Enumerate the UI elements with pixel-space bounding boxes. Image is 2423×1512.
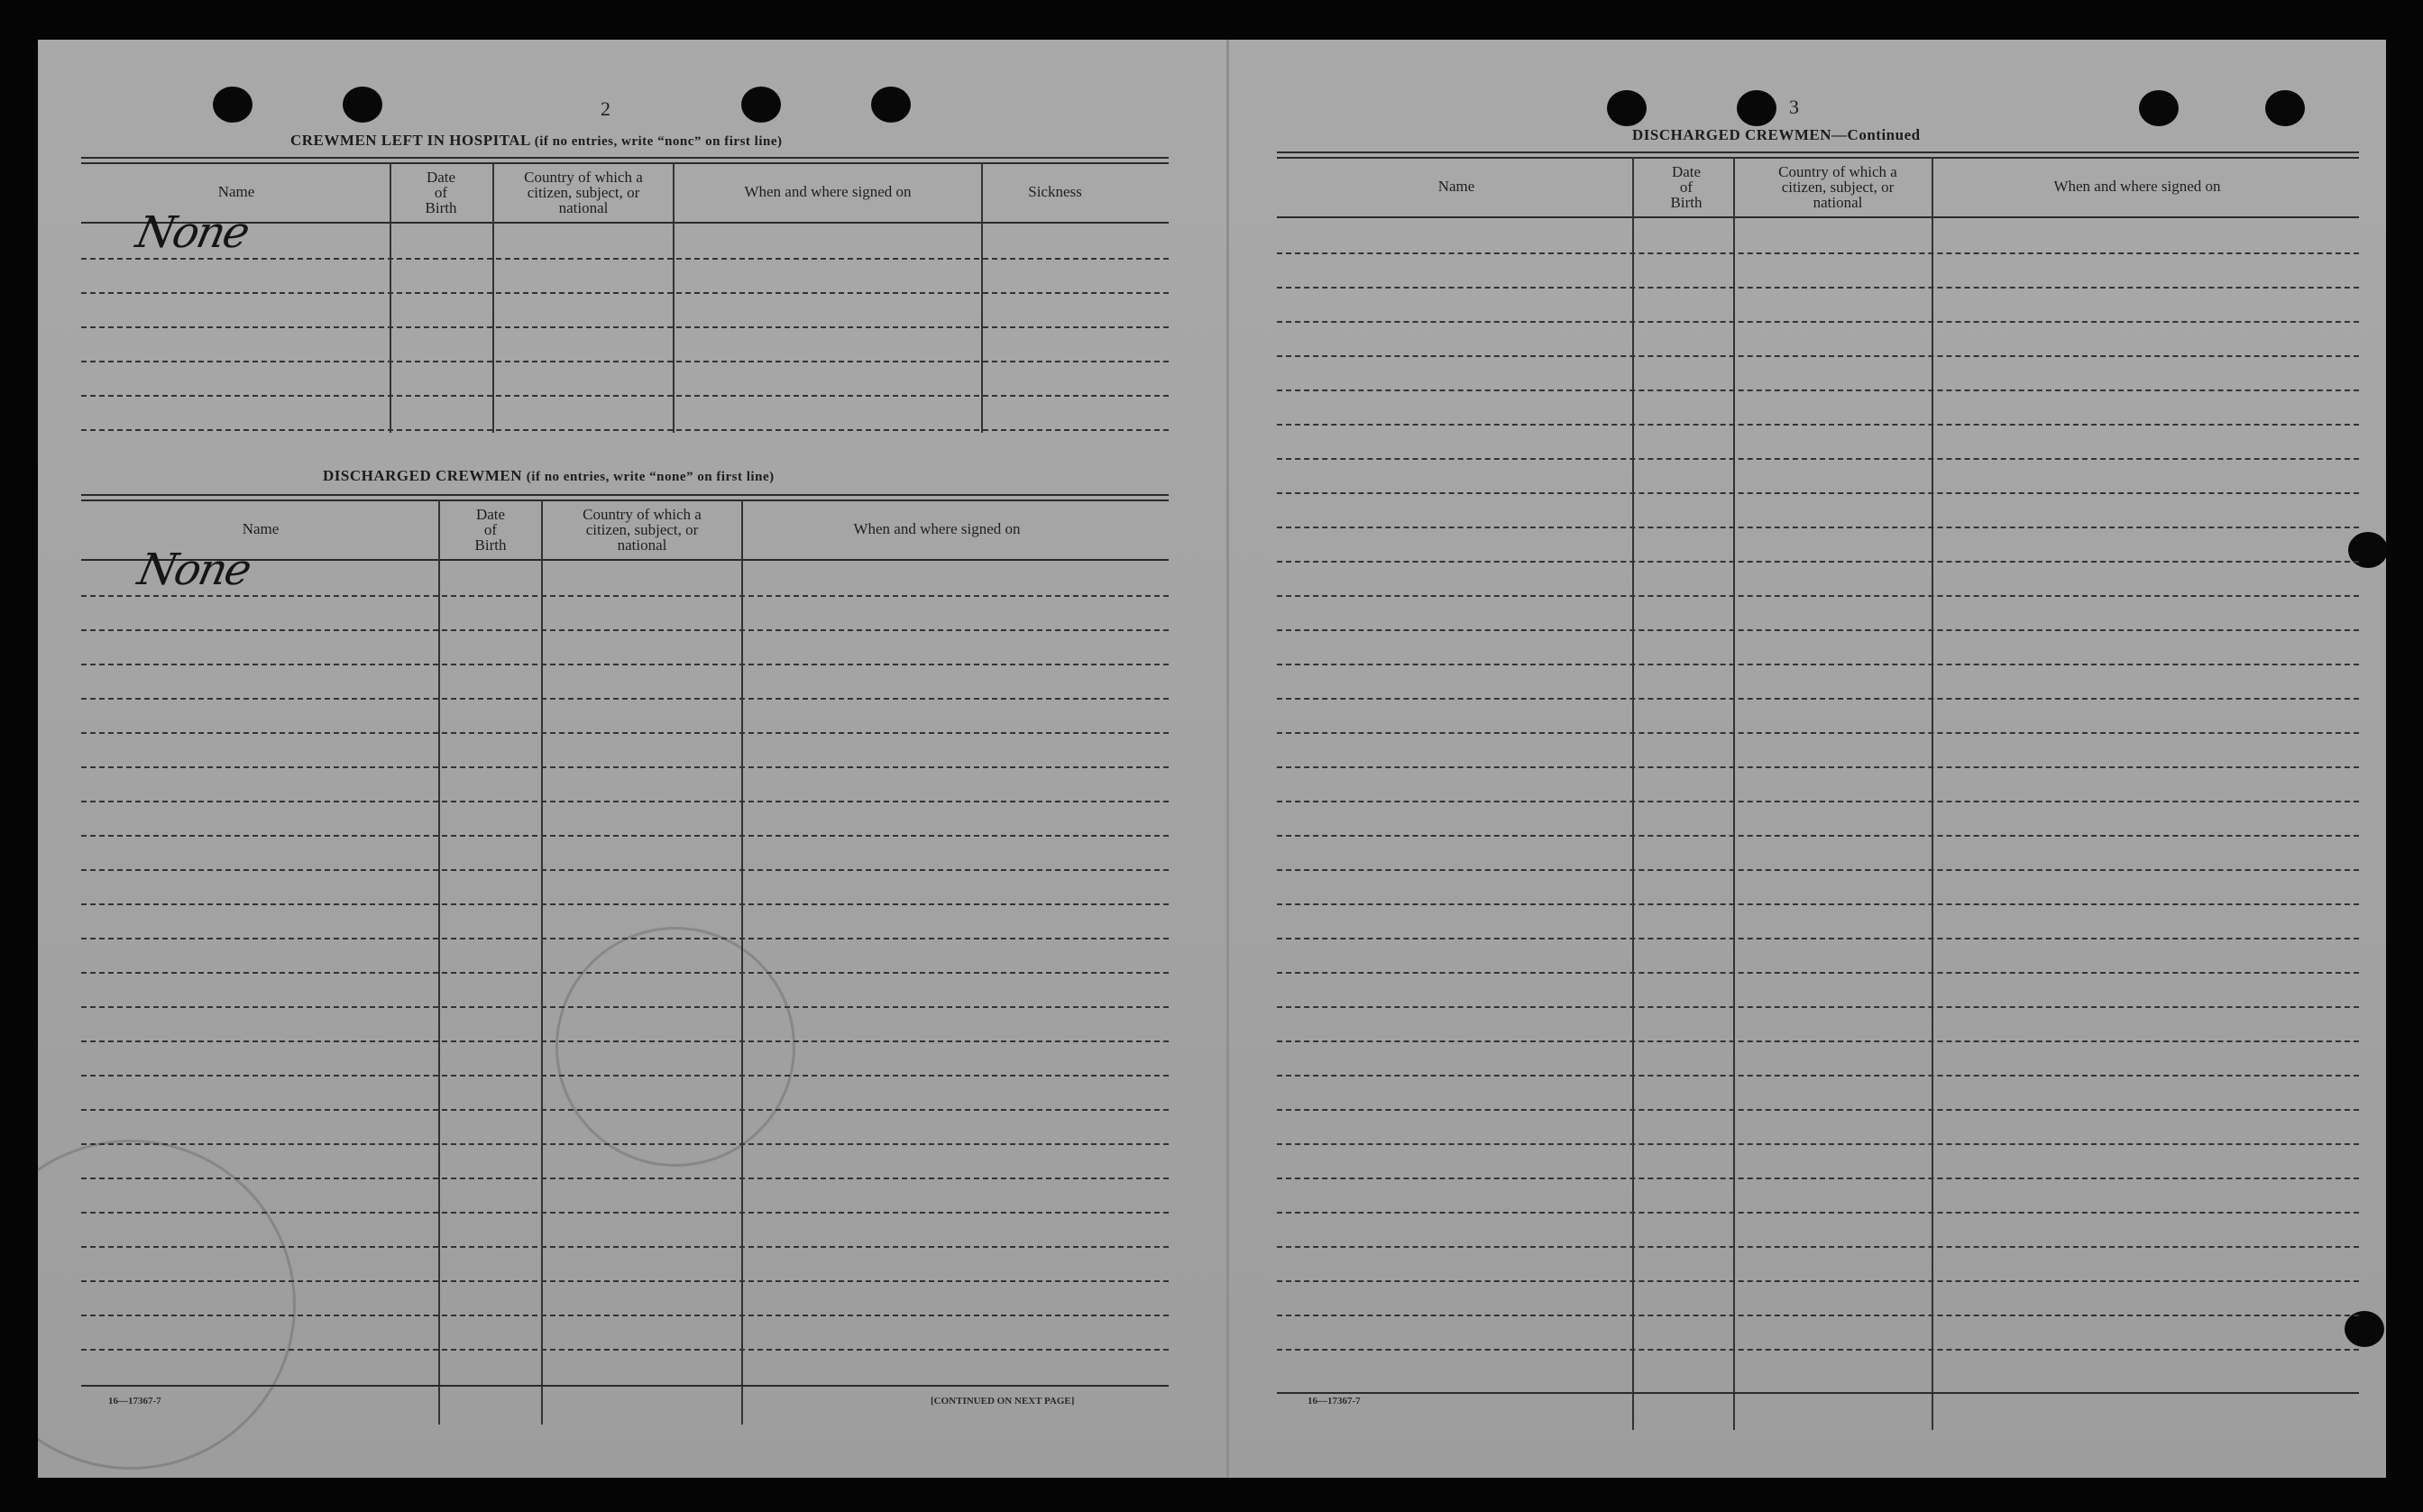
ruled-line: [81, 361, 1169, 362]
top-rule: [81, 494, 1169, 496]
header-rule: [1277, 216, 2359, 218]
ruled-line: [81, 869, 1169, 871]
ruled-line: [1277, 424, 2359, 426]
ruled-line: [81, 1109, 1169, 1111]
col-header-name: Name: [242, 520, 280, 537]
punch-hole: [2348, 532, 2386, 568]
hospital-title: CREWMEN LEFT IN HOSPITAL: [290, 132, 530, 149]
ruled-line: [81, 1178, 1169, 1179]
ruled-line: [81, 1212, 1169, 1214]
ruled-line: [81, 1075, 1169, 1077]
bottom-rule: [81, 1385, 1169, 1387]
ruled-line: [81, 1006, 1169, 1008]
discharged-title: DISCHARGED CREWMEN: [323, 467, 523, 484]
col-header-signed-on: When and where signed on: [2053, 178, 2221, 195]
ruled-line: [1277, 1109, 2359, 1111]
ruled-line: [1277, 287, 2359, 289]
ruled-line: [1277, 561, 2359, 563]
ruled-line: [81, 1143, 1169, 1145]
ruled-line: [81, 698, 1169, 700]
col-header-name: Name: [1437, 178, 1475, 195]
ruled-line: [81, 1315, 1169, 1316]
hospital-section-title: [290, 132, 783, 150]
discharged-continued-title: [1632, 126, 1921, 144]
column-divider: [492, 162, 494, 433]
handwritten-none-discharged: None: [133, 545, 255, 595]
punch-hole: [2345, 1311, 2384, 1347]
bottom-rule: [1277, 1392, 2359, 1394]
punch-hole: [2139, 90, 2179, 126]
column-divider: [1632, 157, 1634, 1430]
ruled-line: [81, 766, 1169, 768]
ruled-line: [1277, 801, 2359, 802]
ruled-line: [81, 835, 1169, 837]
ruled-line: [1277, 1143, 2359, 1145]
ruled-line: [81, 429, 1169, 431]
punch-hole: [213, 87, 252, 123]
page-number: 3: [1789, 96, 1799, 118]
top-rule: [81, 162, 1169, 164]
col-header-country: Country of which a citizen, subject, or national: [583, 506, 702, 554]
ruled-line: [81, 629, 1169, 631]
punch-hole: [1607, 90, 1647, 126]
column-divider: [1733, 157, 1735, 1430]
ruled-line: [81, 1246, 1169, 1248]
document-scan: [38, 40, 2386, 1478]
column-divider: [673, 162, 675, 433]
col-header-sickness: Sickness: [1028, 183, 1082, 200]
hospital-note: (if no entries, write “nonc” on first line): [534, 134, 783, 149]
discharged-section-title: [323, 467, 775, 485]
ruled-line: [81, 326, 1169, 328]
col-header-dob: Date of Birth: [425, 169, 457, 216]
handwritten-none-hospital: None: [132, 207, 253, 258]
ruled-line: [81, 395, 1169, 397]
continued-note: [CONTINUED ON NEXT PAGE]: [931, 1396, 1075, 1407]
ruled-line: [1277, 664, 2359, 665]
ruled-line: [1277, 766, 2359, 768]
column-divider: [1932, 157, 1933, 1430]
ruled-line: [1277, 527, 2359, 528]
ruled-line: [81, 664, 1169, 665]
ruled-line: [81, 1280, 1169, 1282]
discharged-title: DISCHARGED CREWMEN: [1632, 126, 1832, 143]
top-rule: [81, 499, 1169, 501]
ruled-line: [1277, 321, 2359, 323]
col-header-country: Country of which a citizen, subject, or national: [524, 169, 643, 216]
ruled-line: [1277, 1349, 2359, 1351]
ruled-line: [1277, 595, 2359, 597]
ruled-line: [1277, 835, 2359, 837]
punch-hole: [741, 87, 781, 123]
top-rule: [81, 157, 1169, 159]
ruled-line: [1277, 389, 2359, 391]
ruled-line: [1277, 732, 2359, 734]
ruled-line: [1277, 458, 2359, 460]
col-header-signed-on: When and where signed on: [744, 183, 912, 200]
col-header-dob: Date of Birth: [1670, 163, 1703, 211]
ruled-line: [81, 972, 1169, 974]
ruled-line: [1277, 698, 2359, 700]
col-header-dob: Date of Birth: [474, 506, 507, 554]
ruled-line: [1277, 1006, 2359, 1008]
column-divider: [981, 162, 983, 433]
ruled-line: [1277, 1315, 2359, 1316]
ruled-line: [81, 595, 1169, 597]
ruled-line: [1277, 355, 2359, 357]
punch-hole: [871, 87, 911, 123]
ruled-line: [1277, 938, 2359, 939]
ruled-line: [1277, 1212, 2359, 1214]
faint-stamp: [38, 1140, 296, 1470]
ruled-line: [1277, 492, 2359, 494]
faint-stamp: [555, 927, 795, 1167]
punch-hole: [2265, 90, 2305, 126]
page-fold: [1226, 40, 1229, 1478]
ruled-line: [1277, 1040, 2359, 1042]
ruled-line: [81, 732, 1169, 734]
continued-suffix: —Continued: [1831, 126, 1921, 143]
ruled-line: [1277, 972, 2359, 974]
col-header-signed-on: When and where signed on: [853, 520, 1021, 537]
ruled-line: [1277, 1280, 2359, 1282]
ruled-line: [1277, 1246, 2359, 1248]
col-header-name: Name: [217, 183, 255, 200]
ruled-line: [1277, 252, 2359, 254]
form-number: 16—17367-7: [1308, 1396, 1361, 1407]
column-divider: [390, 162, 391, 433]
col-header-country: Country of which a citizen, subject, or national: [1778, 163, 1897, 211]
discharged-note: (if no entries, write “none” on first line): [526, 470, 775, 484]
top-rule: [1277, 157, 2359, 159]
ruled-line: [1277, 1178, 2359, 1179]
ruled-line: [81, 938, 1169, 939]
form-number: 16—17367-7: [108, 1396, 161, 1407]
column-divider: [741, 499, 743, 1425]
ruled-line: [81, 1040, 1169, 1042]
ruled-line: [81, 903, 1169, 905]
ruled-line: [1277, 1075, 2359, 1077]
page-number: 2: [601, 97, 610, 120]
punch-hole: [1737, 90, 1776, 126]
ruled-line: [1277, 629, 2359, 631]
ruled-line: [81, 258, 1169, 260]
ruled-line: [81, 292, 1169, 294]
top-rule: [1277, 151, 2359, 153]
ruled-line: [81, 1349, 1169, 1351]
ruled-line: [1277, 903, 2359, 905]
ruled-line: [1277, 869, 2359, 871]
punch-hole: [343, 87, 382, 123]
column-divider: [541, 499, 543, 1425]
ruled-line: [81, 801, 1169, 802]
column-divider: [438, 499, 440, 1425]
